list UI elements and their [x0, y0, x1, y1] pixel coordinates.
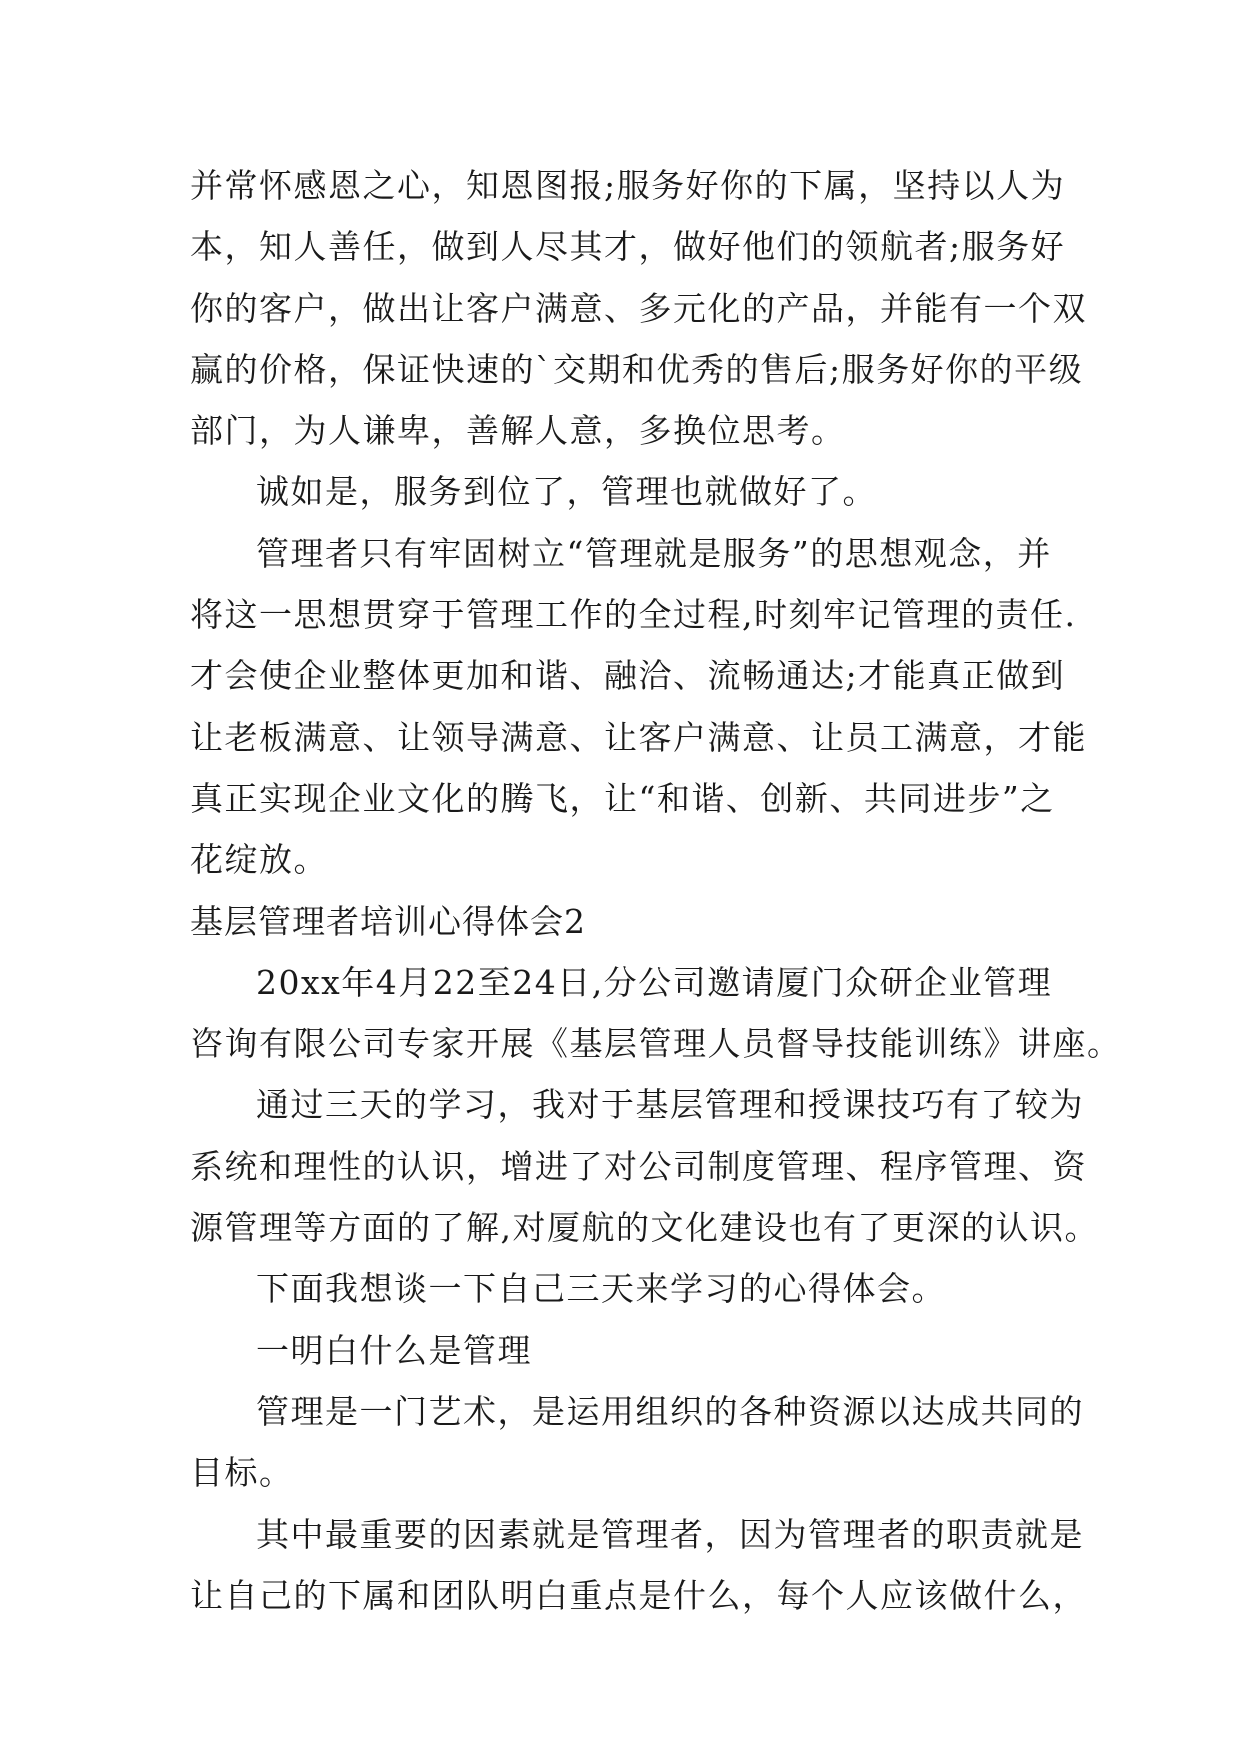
text-line: 你的客户，做出让客户满意、多元化的产品，并能有一个双	[190, 288, 1087, 328]
text-line: 本，知人善任，做到人尽其才，做好他们的领航者;服务好	[190, 227, 1066, 267]
text-line: 并常怀感恩之心，知恩图报;服务好你的下属，坚持以人为	[190, 166, 1066, 205]
text-line: 管理者只有牢固树立“管理就是服务”的思想观念，并	[256, 533, 1052, 573]
text-line: 才会使企业整体更加和谐、融洽、流畅通达;才能真正做到	[190, 656, 1066, 696]
document-body	[190, 155, 1122, 1626]
text-line: 管理是一门艺术，是运用组织的各种资源以达成共同的	[256, 1391, 1084, 1431]
text-line: 将这一思想贯穿于管理工作的全过程,时刻牢记管理的责任.	[190, 595, 1077, 635]
text-line: 部门，为人谦卑，善解人意，多换位思考。	[190, 411, 846, 451]
text-line: 真正实现企业文化的腾飞，让“和谐、创新、共同进步”之	[190, 778, 1055, 818]
section-heading: 基层管理者培训心得体会2	[190, 901, 586, 941]
subheading: 一明白什么是管理	[256, 1330, 532, 1370]
text-line: 咨询有限公司专家开展《基层管理人员督导技能训练》讲座。	[190, 1024, 1122, 1064]
text-line: 通过三天的学习，我对于基层管理和授课技巧有了较为	[256, 1085, 1084, 1125]
text-line: 目标。	[190, 1453, 294, 1493]
text-line: 系统和理性的认识，增进了对公司制度管理、程序管理、资	[190, 1146, 1087, 1186]
text-line: 源管理等方面的了解,对厦航的文化建设也有了更深的认识。	[190, 1208, 1099, 1248]
text-line: 20xx年4月22至24日,分公司邀请厦门众研企业管理	[256, 962, 1053, 1002]
text-line: 让自己的下属和团队明白重点是什么，每个人应该做什么，	[190, 1575, 1087, 1615]
text-line: 花绽放。	[190, 840, 328, 880]
text-line: 下面我想谈一下自己三天来学习的心得体会。	[256, 1269, 946, 1309]
text-line: 让老板满意、让领导满意、让客户满意、让员工满意，才能	[190, 717, 1087, 757]
text-line: 诚如是，服务到位了，管理也就做好了。	[256, 472, 877, 512]
text-line: 赢的价格，保证快速的`交期和优秀的售后;服务好你的平级	[190, 349, 1084, 389]
text-line: 其中最重要的因素就是管理者，因为管理者的职责就是	[256, 1514, 1084, 1554]
